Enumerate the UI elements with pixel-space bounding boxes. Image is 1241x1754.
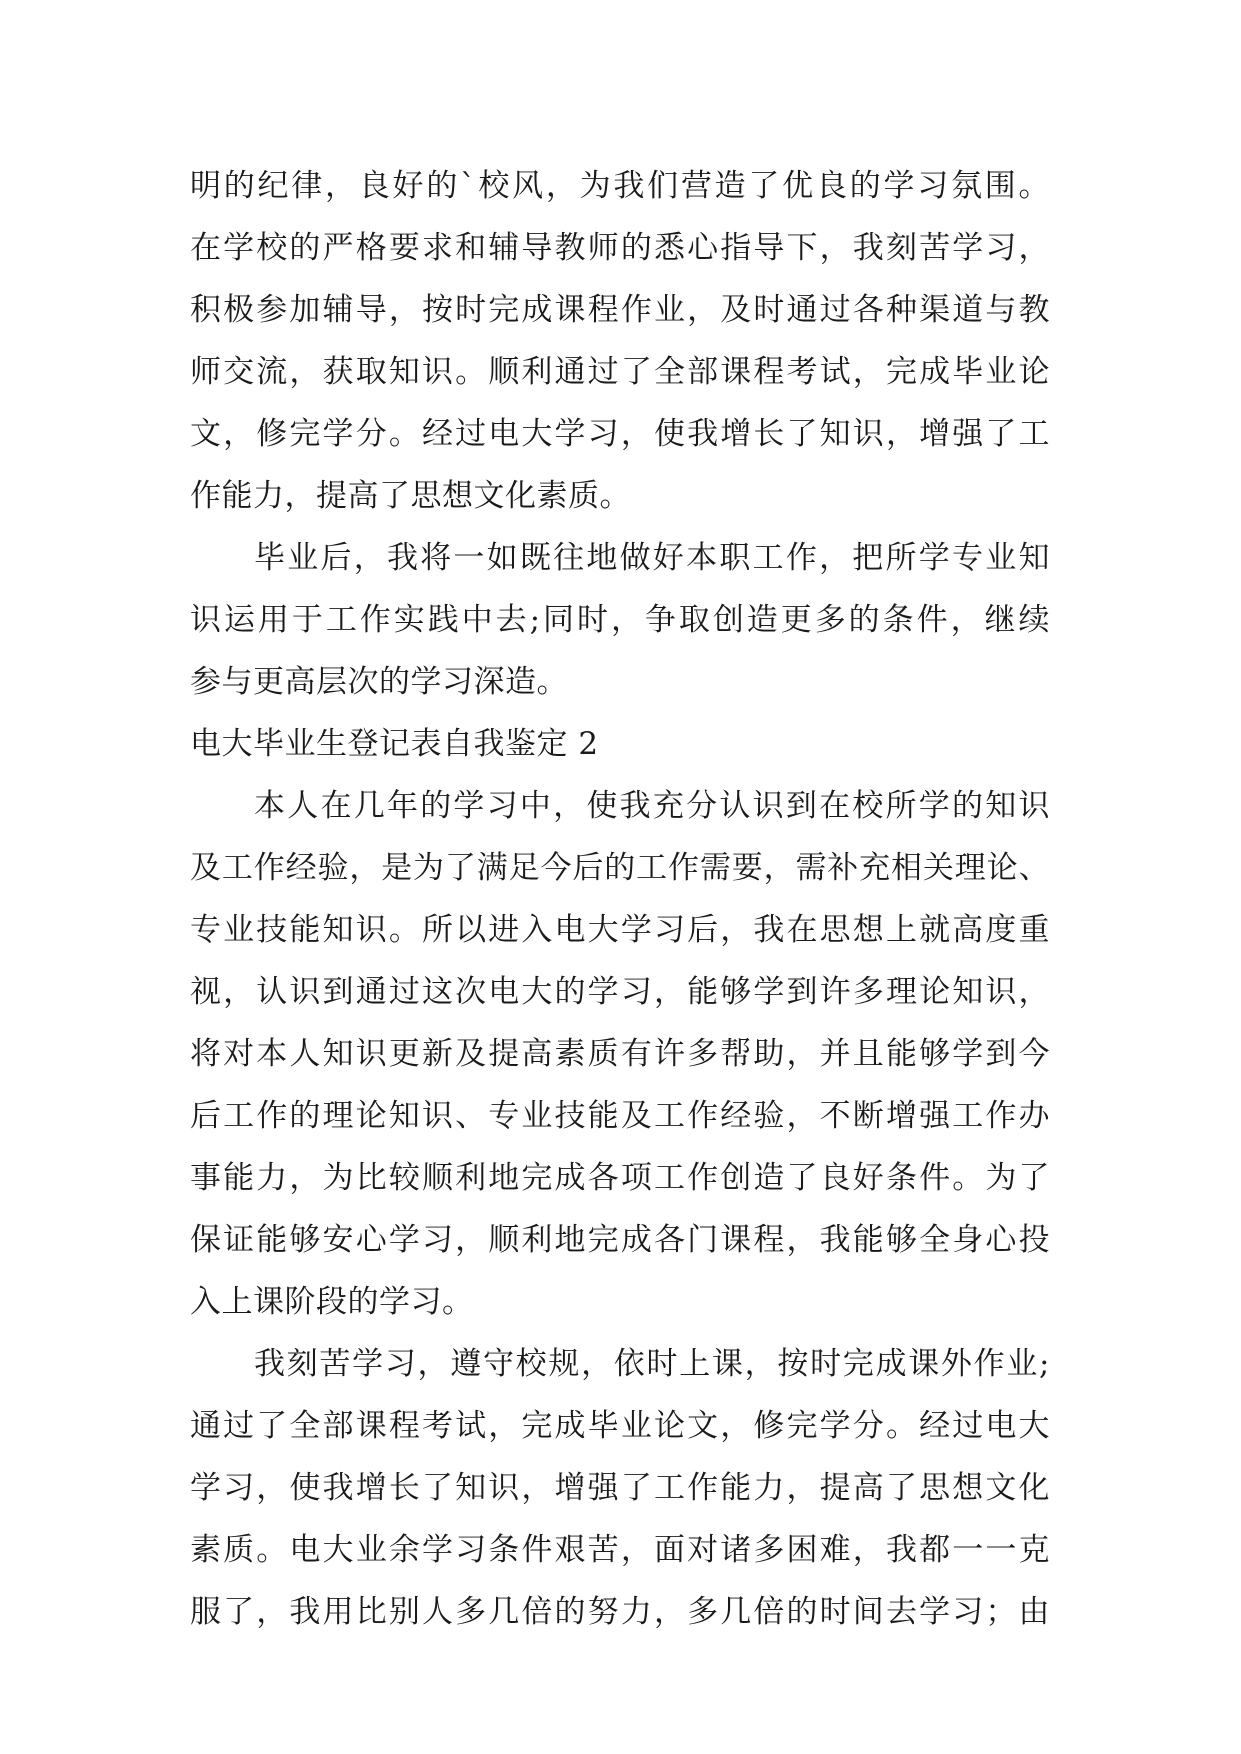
text-line: 本人在几年的学习中，使我充分认识到在校所学的知识 — [254, 788, 1050, 824]
text-line: 毕业后，我将一如既往地做好本职工作，把所学专业知 — [254, 540, 1050, 576]
text-line: 及工作经验，是为了满足今后的工作需要，需补充相关理论、 — [190, 850, 1050, 886]
text-line: 保证能够安心学习，顺利地完成各门课程，我能够全身心投 — [190, 1222, 1050, 1258]
text-line: 文，修完学分。经过电大学习，使我增长了知识，增强了工 — [190, 416, 1050, 452]
text-line: 识运用于工作实践中去;同时，争取创造更多的条件，继续 — [190, 602, 1050, 638]
heading-text: 电大毕业生登记表自我鉴定 2 — [190, 726, 599, 762]
text-line: 通过了全部课程考试，完成毕业论文，修完学分。经过电大 — [190, 1408, 1050, 1444]
text-line: 服了，我用比别人多几倍的努力，多几倍的时间去学习；由 — [190, 1594, 1050, 1630]
text-line: 素质。电大业余学习条件艰苦，面对诸多困难，我都一一克 — [190, 1532, 1050, 1568]
text-line: 参与更高层次的学习深造。 — [190, 664, 568, 700]
paragraph-2 — [190, 527, 1050, 713]
document-body — [190, 155, 1050, 1643]
paragraph-3 — [190, 775, 1050, 1333]
text-line: 作能力，提高了思想文化素质。 — [190, 478, 631, 514]
section-heading — [190, 713, 1050, 775]
text-line: 师交流，获取知识。顺利通过了全部课程考试，完成毕业论 — [190, 354, 1050, 390]
paragraph-4 — [190, 1333, 1050, 1643]
text-line: 专业技能知识。所以进入电大学习后，我在思想上就高度重 — [190, 912, 1050, 948]
text-line: 后工作的理论知识、专业技能及工作经验，不断增强工作办 — [190, 1098, 1050, 1134]
paragraph-1 — [190, 155, 1050, 527]
text-line: 学习，使我增长了知识，增强了工作能力，提高了思想文化 — [190, 1470, 1050, 1506]
text-line: 将对本人知识更新及提高素质有许多帮助，并且能够学到今 — [190, 1036, 1050, 1072]
text-line: 明的纪律，良好的`校风，为我们营造了优良的学习氛围。 — [190, 168, 1050, 204]
text-line: 在学校的严格要求和辅导教师的悉心指导下，我刻苦学习， — [190, 230, 1050, 266]
text-line: 积极参加辅导，按时完成课程作业，及时通过各种渠道与教 — [190, 292, 1050, 328]
text-line: 视，认识到通过这次电大的学习，能够学到许多理论知识， — [190, 974, 1050, 1010]
text-line: 入上课阶段的学习。 — [190, 1284, 474, 1320]
text-line: 我刻苦学习，遵守校规，依时上课，按时完成课外作业; — [254, 1346, 1050, 1382]
text-line: 事能力，为比较顺利地完成各项工作创造了良好条件。为了 — [190, 1160, 1050, 1196]
